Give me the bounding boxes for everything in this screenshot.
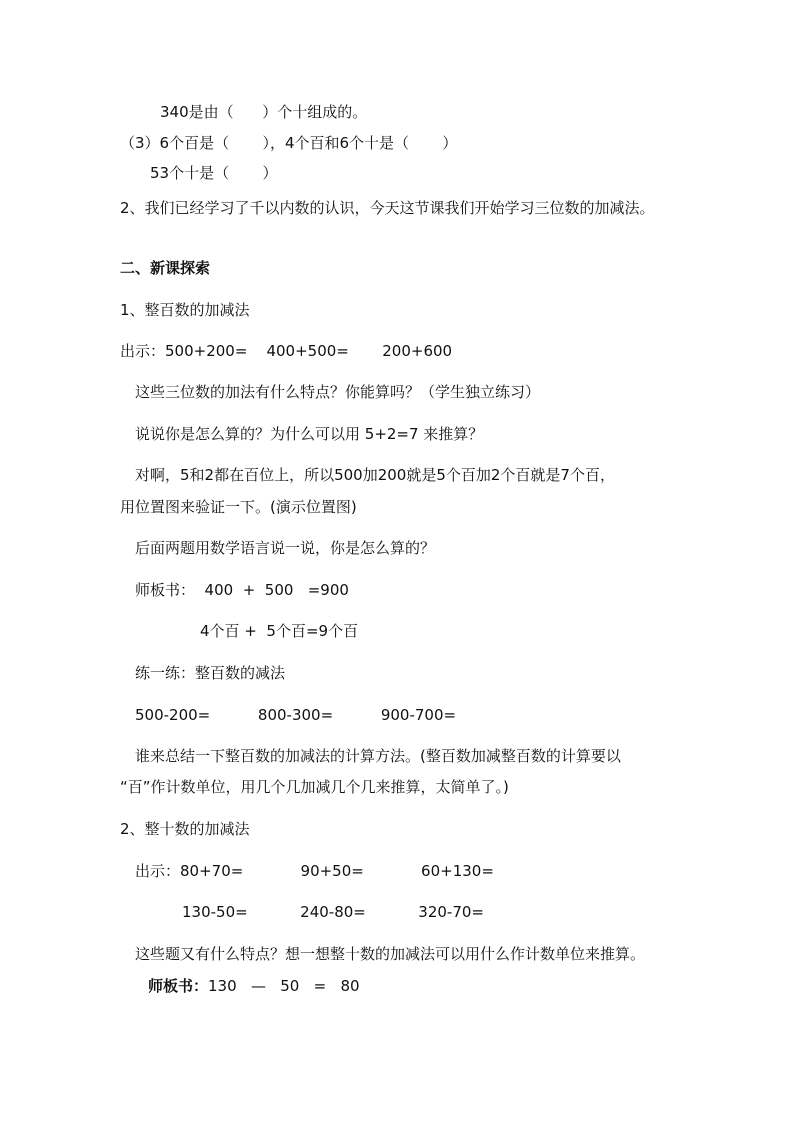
text-line-3: 53个十是（ ）	[150, 164, 278, 182]
board-writing-label: 师板书：	[148, 977, 209, 995]
example-problems-3: 130-50= 240-80= 320-70=	[182, 903, 484, 921]
text-line-1: 340是由（ ）个十组成的。	[160, 103, 368, 121]
practice-problems: 500-200= 800-300= 900-700=	[135, 706, 457, 724]
board-writing-2: 4个百 + 5个百=9个百	[200, 622, 359, 640]
text-line-9: 说说你是怎么算的？为什么可以用 5+2=7 来推算？	[135, 425, 484, 443]
text-line-10: 对啊，5和2都在百位上，所以500加200就是5个百加2个百就是7个百，	[135, 466, 615, 484]
text-line-18: “百”作计数单位，用几个几加减几个几来推算，太简单了。)	[120, 778, 509, 796]
subheading-2: 2、整十数的加减法	[120, 820, 250, 838]
text-line-8: 这些三位数的加法有什么特点？你能算吗？（学生独立练习）	[135, 383, 541, 401]
text-line-12: 后面两题用数学语言说一说，你是怎么算的？	[135, 539, 436, 557]
text-line-22: 这些题又有什么特点？想一想整十数的加减法可以用什么作计数单位来推算。	[135, 945, 646, 963]
text-line-4: 2、我们已经学习了千以内数的认识，今天这节课我们开始学习三位数的加减法。	[120, 199, 655, 217]
example-problems-1: 出示：500+200= 400+500= 200+600	[120, 342, 453, 360]
text-line-17: 谁来总结一下整百数的加减法的计算方法。(整百数加减整百数的计算要以	[135, 747, 621, 765]
board-writing-1: 师板书： 400 + 500 =900	[135, 581, 349, 599]
subheading-1: 1、整百数的加减法	[120, 301, 250, 319]
section-heading: 二、新课探索	[120, 259, 211, 277]
text-line-2: （3）6个百是（ ），4个百和6个十是（ ）	[120, 134, 458, 152]
text-line-11: 用位置图来验证一下。(演示位置图)	[120, 498, 357, 516]
board-writing-3	[148, 976, 360, 996]
board-writing-equation: 130 — 50 = 80	[208, 977, 360, 995]
example-problems-2: 出示：80+70= 90+50= 60+130=	[135, 862, 494, 880]
practice-heading: 练一练：整百数的减法	[135, 664, 286, 682]
